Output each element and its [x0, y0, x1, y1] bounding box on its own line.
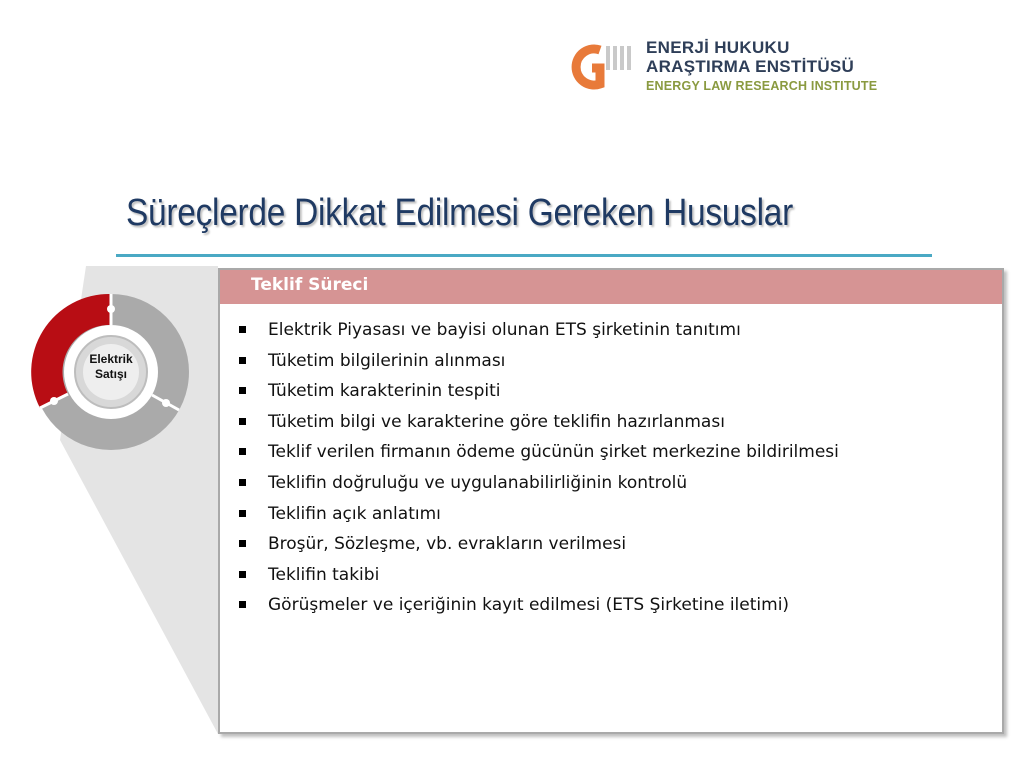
list-item: [236, 468, 839, 499]
bullet-icon: [239, 357, 246, 364]
list-item: [236, 315, 839, 346]
list-item: [236, 529, 839, 560]
list-item-text: Tüketim bilgilerinin alınması: [268, 350, 506, 371]
bullet-icon: [239, 540, 246, 547]
list-item-text: Teklifin doğruluğu ve uygulanabilirliğinin kontrolü: [268, 472, 688, 493]
institute-logo: [566, 36, 936, 100]
bullet-icon: [239, 571, 246, 578]
bullet-icon: [239, 601, 246, 608]
list-item: [236, 407, 839, 438]
slide-title: Süreçlerde Dikkat Edilmesi Gereken Hususlar: [126, 192, 794, 234]
logo-title-line1: ENERJİ HUKUKU: [646, 38, 790, 57]
list-item-text: Teklif verilen firmanın ödeme gücünün şirket merkezine bildirilmesi: [268, 442, 839, 463]
panel-header-label: Teklif Süreci: [251, 275, 369, 295]
title-underline: [116, 254, 932, 257]
list-item-text: Broşür, Sözleşme, vb. evrakların verilmesi: [268, 534, 627, 555]
process-item-list: [236, 315, 839, 621]
bullet-icon: [239, 326, 246, 333]
panel-header: [220, 270, 1002, 304]
list-item-text: Tüketim karakterinin tespiti: [268, 381, 501, 402]
list-item: [236, 590, 839, 621]
list-item-text: Teklifin açık anlatımı: [268, 503, 441, 524]
process-panel: [218, 268, 1004, 734]
bullet-icon: [239, 448, 246, 455]
list-item-text: Teklifin takibi: [268, 564, 380, 585]
bullet-icon: [239, 479, 246, 486]
bullet-icon: [239, 510, 246, 517]
list-item: [236, 499, 839, 530]
logo-subtitle: ENERGY LAW RESEARCH INSTITUTE: [646, 79, 878, 93]
list-item: [236, 437, 839, 468]
list-item: [236, 560, 839, 591]
list-item-text: Elektrik Piyasası ve bayisi olunan ETS şirketinin tanıtımı: [268, 320, 741, 340]
list-item-text: Tüketim bilgi ve karakterine göre teklifin hazırlanması: [268, 411, 725, 432]
list-item: [236, 376, 839, 407]
cycle-center-label: Elektrik Satışı: [89, 352, 133, 381]
logo-title-line2: ARAŞTIRMA ENSTİTÜSÜ: [646, 57, 855, 76]
list-item-text: Görüşmeler ve içeriğinin kayıt edilmesi (ETS Şirketine iletimi): [268, 595, 790, 616]
institute-logo-icon: [566, 40, 636, 96]
bullet-icon: [239, 418, 246, 425]
bullet-icon: [239, 387, 246, 394]
list-item: [236, 346, 839, 377]
